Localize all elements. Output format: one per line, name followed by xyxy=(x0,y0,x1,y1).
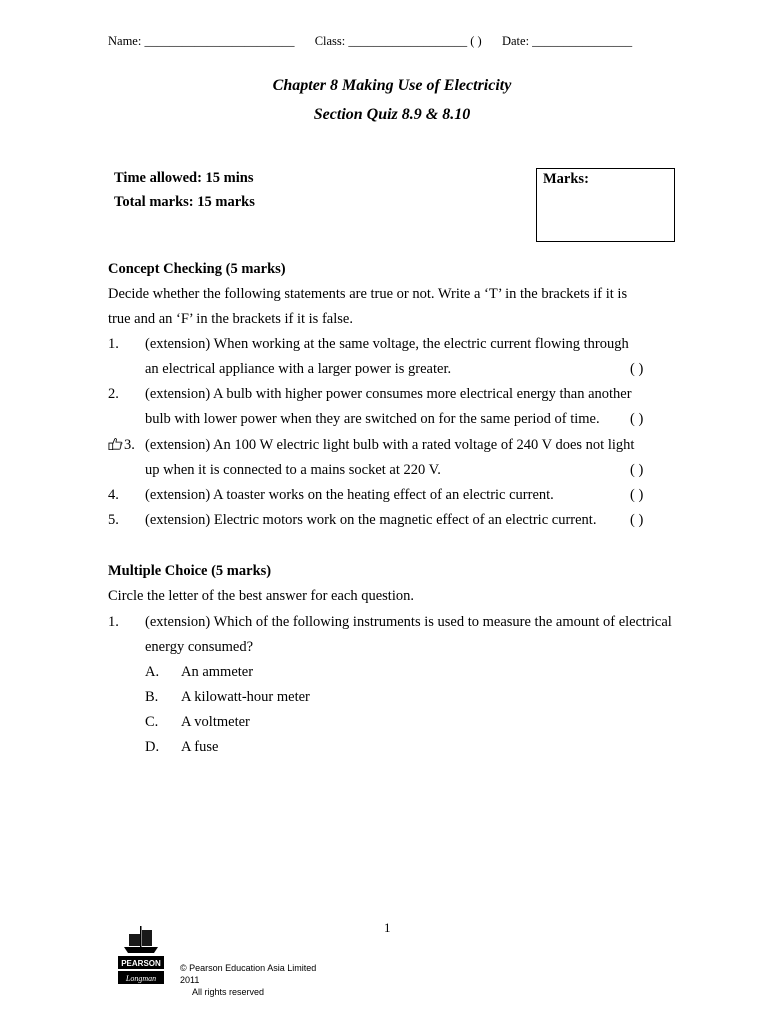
item-text-line2: an electrical appliance with a larger power is greater. xyxy=(145,361,452,377)
item-text-line2: bulb with lower power when they are switched on for the same period of time. xyxy=(145,411,600,427)
question-number: 1. xyxy=(108,614,119,630)
item-number: 3. xyxy=(124,437,135,453)
concept-instruction-line2: true and an ‘F’ in the brackets if it is false. xyxy=(108,311,353,327)
mc-instruction: Circle the letter of the best answer for each question. xyxy=(108,588,414,604)
item-text-line2: up when it is connected to a mains socket at 220 V. xyxy=(145,462,441,478)
class-field-label: Class: ___________________ ( ) xyxy=(314,34,482,48)
concept-item-1 xyxy=(0,336,768,386)
question-text-line2: energy consumed? xyxy=(145,639,254,655)
option-d-letter[interactable]: D. xyxy=(145,739,160,755)
marks-box xyxy=(536,168,675,242)
item-text-line1: (extension) An 100 W electric light bulb with a rated voltage of 240 V does not light xyxy=(145,437,635,453)
concept-instruction-line1: Decide whether the following statements are true or not. Write a ‘T’ in the brackets if it is xyxy=(108,286,628,302)
answer-bracket[interactable]: ( ) xyxy=(630,487,644,503)
date-field-label: Date: ________________ xyxy=(501,34,633,48)
svg-text:Longman: Longman xyxy=(125,974,157,983)
question-text-line1: (extension) Which of the following instruments is used to measure the amount of electrical xyxy=(145,614,672,630)
answer-bracket[interactable]: ( ) xyxy=(630,361,644,377)
page-number: 1 xyxy=(384,920,391,935)
item-text-line1: (extension) Electric motors work on the magnetic effect of an electric current. xyxy=(145,512,597,528)
mc-question-1 xyxy=(0,614,768,764)
option-b-text: A kilowatt-hour meter xyxy=(181,689,310,705)
item-number: 2. xyxy=(108,386,119,402)
copyright-line1: © Pearson Education Asia Limited 2011 xyxy=(180,963,317,985)
concept-heading: Concept Checking (5 marks) xyxy=(108,261,286,277)
option-d-text: A fuse xyxy=(181,739,219,755)
option-b-letter[interactable]: B. xyxy=(145,689,159,705)
item-text-line1: (extension) When working at the same voltage, the electric current flowing through xyxy=(145,336,629,352)
option-a-letter[interactable]: A. xyxy=(145,664,160,680)
item-number: 4. xyxy=(108,487,119,503)
marks-box-label: Marks: xyxy=(543,171,589,187)
option-c-letter[interactable]: C. xyxy=(145,714,159,730)
time-allowed: Time allowed: 15 mins xyxy=(114,170,254,186)
chapter-title: Chapter 8 Making Use of Electricity xyxy=(272,77,512,94)
concept-item-2 xyxy=(0,386,768,436)
concept-item-3 xyxy=(0,437,768,487)
answer-bracket[interactable]: ( ) xyxy=(630,462,644,478)
copyright-line2: All rights reserved xyxy=(192,987,265,997)
concept-item-4 xyxy=(0,487,768,512)
item-text-line1: (extension) A toaster works on the heating effect of an electric current. xyxy=(145,487,554,503)
concept-item-5 xyxy=(0,512,768,537)
copyright-notice xyxy=(180,962,328,998)
mc-heading: Multiple Choice (5 marks) xyxy=(108,563,272,579)
pearson-longman-logo xyxy=(112,920,170,986)
option-a-text: An ammeter xyxy=(181,664,254,680)
section-title: Section Quiz 8.9 & 8.10 xyxy=(313,106,471,123)
total-marks: Total marks: 15 marks xyxy=(114,194,255,210)
svg-text:PEARSON: PEARSON xyxy=(121,959,161,968)
name-field-label: Name: ________________________ xyxy=(108,34,295,48)
answer-bracket[interactable]: ( ) xyxy=(630,411,644,427)
option-c-text: A voltmeter xyxy=(181,714,250,730)
item-number: 5. xyxy=(108,512,119,528)
student-info-header xyxy=(108,34,632,49)
footer-logo-area xyxy=(108,918,328,997)
item-number: 1. xyxy=(108,336,119,352)
item-text-line1: (extension) A bulb with higher power consumes more electrical energy than another xyxy=(145,386,632,402)
answer-bracket[interactable]: ( ) xyxy=(630,512,644,528)
